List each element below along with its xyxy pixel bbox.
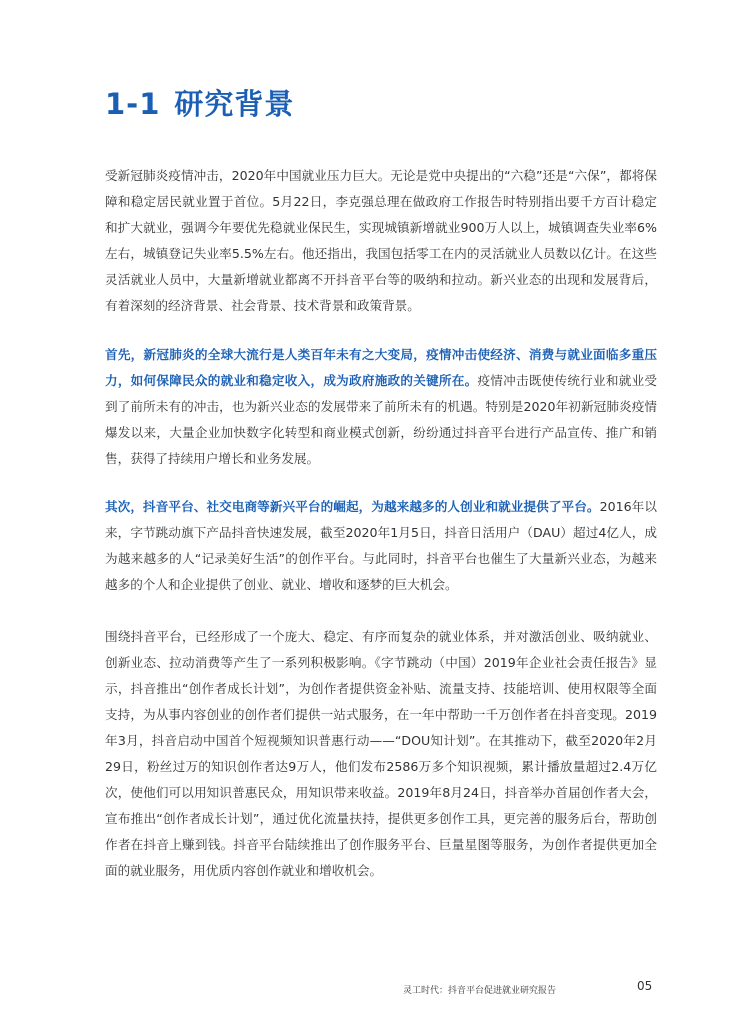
- paragraph-intro: 受新冠肺炎疫情冲击，2020年中国就业压力巨大。无论是党中央提出的“六稳”还是“六保”，都将保障和稳定居民就业置于首位。5月22日，李克强总理在做政府工作报告时特别指出要千方百计稳定和扩大就业，强调今年要优先稳就业保民生，实现城镇新增就业900万人以上，城镇调查失业率6%左右，城镇登记失业率5.5%左右。他还指出，我国包括零工在内的灵活就业人员数以亿计。在这些灵活就业人员中，大量新增就业都离不开抖音平台等的吸纳和拉动。新兴业态的出现和发展背后，有着深刻的经济背景、社会背景、技术背景和政策背景。: [105, 168, 657, 313]
- paragraph-first-body: 疫情冲击既使传统行业和就业受到了前所未有的冲击，也为新兴业态的发展带来了前所未有的机遇。特别是2020年初新冠肺炎疫情爆发以来，大量企业加快数字化转型和商业模式创新，纷纷通过抖音平台进行产品宣传、推广和销售，获得了持续用户增长和业务发展。: [105, 373, 658, 466]
- section-title: 研究背景: [174, 87, 295, 121]
- paragraph-first-lead: 首先，新冠肺炎的全球大流行是人类百年未有之大变局，疫情冲击使经济、消费与就业面临多重压力，如何保障民众的就业和稳定收入，成为政府施政的关键所在。: [105, 347, 657, 388]
- paragraph-second-body: 2016年以来，字节跳动旗下产品抖音快速发展，截至2020年1月5日，抖音日活用户（DAU）超过4亿人，成为越来越多的人“记录美好生活”的创作平台。与此同时，抖音平台也催生了大量新兴业态，为越来越多的个人和企业提供了创业、就业、增收和逐梦的巨大机会。: [105, 499, 657, 592]
- paragraph-ecosystem: 围绕抖音平台，已经形成了一个庞大、稳定、有序而复杂的就业体系，并对激活创业、吸纳就业、创新业态、拉动消费等产生了一系列积极影响。《字节跳动（中国）2019年企业社会责任报告》显示，抖音推出“创作者成长计划”，为创作者提供资金补贴、流量支持、技能培训、使用权限等全面支持，为从事内容创业的创作者们提供一站式服务，在一年中帮助一千万创作者在抖音变现。2019年3月，抖音启动中国首个短视频知识普惠行动——“DOU知计划”。在其推动下，截至2020年2月29日，粉丝过万的知识创作者达9万人，他们发布2586万多个知识视频，累计播放量超过2.4万亿次，使他们可以用知识普惠民众，用知识带来收益。2019年8月24日，抖音举办首届创作者大会，宣布推出“创作者成长计划”，通过优化流量扶持，提供更多创作工具，更完善的服务后台，帮助创作者在抖音上赚到钱。抖音平台陆续推出了创作服务平台、巨量星图等服务，为创作者提供更加全面的就业服务，用优质内容创作就业和增收机会。: [105, 629, 657, 878]
- page-number: 05: [637, 979, 653, 993]
- section-heading: [105, 82, 294, 123]
- paragraph-second: [105, 494, 657, 598]
- paragraph-second-lead: 其次，抖音平台、社交电商等新兴平台的崛起，为越来越多的人创业和就业提供了平台。: [105, 499, 600, 514]
- section-number: 1-1: [105, 87, 161, 121]
- paragraph-first: [105, 342, 657, 472]
- footer-report-title: 灵工时代：抖音平台促进就业研究报告: [403, 986, 557, 996]
